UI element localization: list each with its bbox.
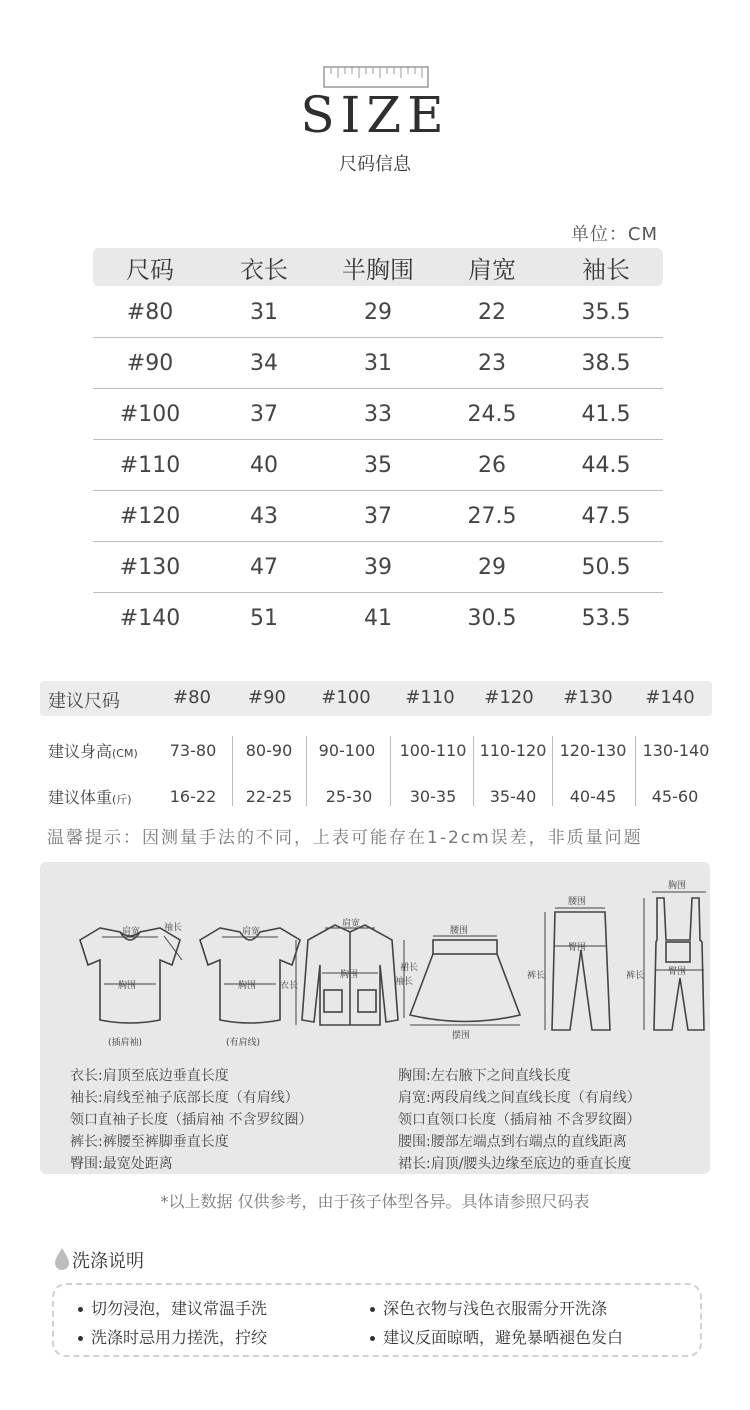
table-cell: #120 — [119, 503, 181, 529]
desc-line: 裙长:肩顶/腰头边缘至底边的垂直长度 — [398, 1156, 632, 1172]
desc-line: 腰围:腰部左端点到右端点的直线距离 — [398, 1134, 627, 1150]
unit-label: 单位：CM — [570, 224, 658, 245]
weight-cell: 22-25 — [245, 787, 293, 806]
disclaimer: *以上数据 仅供参考，由于孩子体型各异。具体请参照尺码表 — [160, 1192, 590, 1211]
chest-label: 胸围 — [668, 881, 687, 891]
height-cell: 110-120 — [479, 741, 547, 760]
measurement-note: 温馨提示：因测量手法的不同，上表可能存在1-2cm误差，非质量问题 — [47, 828, 643, 848]
table-cell: 47 — [250, 554, 278, 580]
wash-title: 洗涤说明 — [72, 1251, 144, 1272]
recommend-size: #130 — [563, 687, 613, 708]
sleeve-label: 袖长 — [164, 923, 183, 933]
header-cell: 袖长 — [582, 255, 630, 284]
chest-label: 胸围 — [340, 970, 359, 980]
hip-label: 臀围 — [568, 943, 587, 953]
shoulder-label: 肩宽 — [242, 927, 261, 937]
table-cell: 50.5 — [581, 554, 631, 580]
weight-cell: 45-60 — [651, 787, 699, 806]
wash-item: 建议反面晾晒，避免暴晒褪色发白 — [370, 1325, 623, 1348]
table-row — [93, 542, 663, 593]
water-drop-icon — [52, 1246, 72, 1272]
weight-cell: 30-35 — [409, 787, 457, 806]
recommend-size: #90 — [248, 687, 286, 708]
desc-line: 领口直袖子长度（插肩袖 不含罗纹圈） — [70, 1112, 313, 1128]
pants-length-label: 裤长 — [626, 971, 645, 981]
skirt-icon — [410, 940, 520, 1022]
table-cell: 31 — [250, 299, 278, 325]
tshirt-raglan-icon — [80, 928, 180, 1023]
chest-label: 胸围 — [118, 981, 137, 991]
table-cell: 47.5 — [581, 503, 631, 529]
weight-row-label: 建议体重(斤) — [48, 788, 132, 807]
bullet-icon — [370, 1307, 375, 1312]
table-cell: 26 — [478, 452, 506, 478]
height-cell: 100-110 — [399, 741, 467, 760]
table-cell: 51 — [250, 605, 278, 631]
raglan-label: (插肩袖) — [108, 1038, 143, 1048]
waist-label: 腰围 — [568, 897, 587, 907]
desc-line: 臀围:最宽处距离 — [70, 1156, 173, 1172]
table-cell: 35.5 — [581, 299, 631, 325]
table-cell: #130 — [119, 554, 181, 580]
recommend-size: #120 — [484, 687, 534, 708]
table-cell: 27.5 — [467, 503, 517, 529]
height-cell: 120-130 — [559, 741, 627, 760]
table-cell: #100 — [119, 401, 181, 427]
table-cell: 41.5 — [581, 401, 631, 427]
height-row-label: 建议身高(CM) — [48, 742, 138, 761]
table-cell: #90 — [126, 350, 174, 376]
table-cell: 35 — [364, 452, 392, 478]
chest-label: 胸围 — [238, 981, 257, 991]
waist-label: 腰围 — [450, 926, 469, 936]
sleeve-label: 袖长 — [395, 977, 414, 987]
ruler-icon — [323, 66, 429, 88]
shoulder-label: 肩宽 — [342, 919, 361, 929]
table-cell: 29 — [478, 554, 506, 580]
height-cell: 73-80 — [169, 741, 217, 760]
pants-icon — [552, 912, 610, 1030]
hip-label: 臀围 — [668, 967, 687, 977]
weight-cell: 40-45 — [569, 787, 617, 806]
height-cell: 130-140 — [642, 741, 710, 760]
size-table-body — [93, 287, 663, 643]
header-cell: 尺码 — [126, 255, 174, 284]
table-cell: 44.5 — [581, 452, 631, 478]
setin-label: (有肩线) — [226, 1038, 261, 1048]
height-cell: 90-100 — [318, 741, 376, 760]
desc-line: 裤长:裤腰至裤脚垂直长度 — [70, 1134, 229, 1150]
table-row — [93, 593, 663, 643]
desc-line: 袖长:肩线至袖子底部长度（有肩线） — [70, 1090, 299, 1106]
table-row — [93, 440, 663, 491]
wash-item: 切勿浸泡，建议常温手洗 — [78, 1296, 267, 1319]
bullet-icon — [370, 1336, 375, 1341]
table-cell: #140 — [119, 605, 181, 631]
header-cell: 肩宽 — [468, 255, 516, 284]
bullet-icon — [78, 1336, 83, 1341]
table-cell: 22 — [478, 299, 506, 325]
size-table — [93, 248, 663, 643]
tshirt-setin-icon — [200, 928, 300, 1023]
table-cell: 38.5 — [581, 350, 631, 376]
table-row — [93, 287, 663, 338]
wash-item: 洗涤时忌用力搓洗，拧绞 — [78, 1325, 267, 1348]
table-cell: #110 — [119, 452, 181, 478]
height-cell: 80-90 — [245, 741, 293, 760]
table-cell: 43 — [250, 503, 278, 529]
page-title: SIZE — [300, 86, 450, 144]
recommend-size: #100 — [321, 687, 371, 708]
table-cell: 23 — [478, 350, 506, 376]
table-cell: 34 — [250, 350, 278, 376]
table-cell: 29 — [364, 299, 392, 325]
recommend-size: #80 — [173, 687, 211, 708]
skirt-length-label: 裙长 — [400, 963, 419, 973]
weight-cell: 35-40 — [489, 787, 537, 806]
table-cell: 37 — [250, 401, 278, 427]
table-cell: 31 — [364, 350, 392, 376]
table-cell: 53.5 — [581, 605, 631, 631]
overalls-icon — [654, 898, 704, 1030]
table-cell: 39 — [364, 554, 392, 580]
table-cell: 37 — [364, 503, 392, 529]
measure-desc-left — [70, 1065, 312, 1175]
recommend-size: #110 — [405, 687, 455, 708]
desc-line: 领口直领口长度（插肩袖 不含罗纹圈） — [398, 1112, 641, 1128]
header-cell: 衣长 — [240, 255, 288, 284]
shoulder-label: 肩宽 — [122, 927, 141, 937]
recommend-size-label: 建议尺码 — [48, 691, 120, 712]
table-row — [93, 338, 663, 389]
table-row — [93, 491, 663, 542]
hem-label: 摆围 — [452, 1031, 471, 1041]
bullet-icon — [78, 1307, 83, 1312]
recommend-size: #140 — [645, 687, 695, 708]
garment-diagram — [40, 870, 710, 1060]
table-cell: 41 — [364, 605, 392, 631]
desc-line: 肩宽:两段肩线之间直线长度（有肩线） — [398, 1090, 641, 1106]
table-cell: 30.5 — [467, 605, 517, 631]
desc-line: 衣长:肩顶至底边垂直长度 — [70, 1068, 229, 1084]
table-cell: 40 — [250, 452, 278, 478]
pants-length-label: 裤长 — [527, 971, 546, 981]
length-label: 衣长 — [280, 981, 299, 991]
header-cell: 半胸围 — [342, 255, 414, 284]
page-subtitle: 尺码信息 — [339, 154, 411, 175]
wash-item: 深色衣物与浅色衣服需分开洗涤 — [370, 1296, 607, 1319]
table-cell: #80 — [126, 299, 174, 325]
weight-cell: 25-30 — [325, 787, 373, 806]
weight-cell: 16-22 — [169, 787, 217, 806]
table-row — [93, 389, 663, 440]
table-cell: 24.5 — [467, 401, 517, 427]
measure-desc-right — [398, 1065, 641, 1175]
table-cell: 33 — [364, 401, 392, 427]
size-table-header — [93, 248, 663, 286]
desc-line: 胸围:左右腋下之间直线长度 — [398, 1068, 571, 1084]
